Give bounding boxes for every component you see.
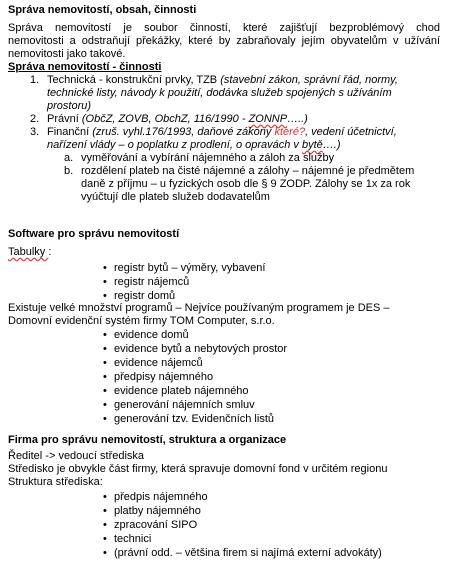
bullet-item: • registr domů (114, 290, 175, 303)
list-item-cont: prostoru) (47, 100, 92, 112)
sublist-item-cont: vyúčtují dle plateb služeb dodavatelům (81, 191, 270, 203)
bullet-item: • zpracování SIPO (114, 519, 197, 532)
bullet-item: • předpisy nájemného (114, 371, 213, 384)
bullet-item: • generování tzv. Evidenčních listů (114, 413, 274, 426)
paragraph-line: Existuje velké množství programů – Nejvíce používaným programem je DES – (8, 302, 390, 314)
paragraph-line: nemovitosti a odstraňují překážky, které by zabraňovaly jejím obyvatelům v užívání (8, 35, 440, 47)
section-heading: Software pro správu nemovitostí (8, 228, 180, 240)
paragraph-line: Struktura střediska: (8, 476, 103, 488)
bullet-item: • generování nájemních smluv (114, 399, 255, 412)
list-item-text: Technická - konstrukční prvky, TZB (47, 74, 221, 86)
section-heading: Firma pro správu nemovitostí, struktura a organizace (8, 434, 287, 446)
sublist-item: rozdělení plateb na čisté nájemné a zálohy – nájemné je předmětem (81, 165, 415, 177)
subheading: Správa nemovitostí - činnosti (8, 61, 162, 73)
sublist-letter: a. (64, 152, 74, 164)
paragraph-line: Domovní evidenční systém firmy TOM Computer, s.r.o. (8, 315, 275, 327)
tables-label-text: Tabulky (8, 246, 49, 258)
list-item (47, 113, 308, 126)
section-heading: Správa nemovitostí, obsah, činnosti (8, 4, 197, 16)
bullet-item: • technici (114, 533, 151, 546)
misspelled-word: ZONNP (248, 113, 288, 125)
tables-label (8, 246, 51, 259)
bullet-item: • (právní odd. – většina firem si najímá externí advokáty) (114, 547, 382, 560)
sublist-letter: b. (64, 165, 74, 177)
list-item-text-italic: ….) (322, 139, 341, 151)
paragraph-line: nemovitosti jako takové. (8, 48, 126, 60)
bullet-item: • registr bytů – výměry, vybavení (114, 262, 265, 275)
list-item-cont: technické listy, návody k použití, dodávka služeb spojených s užíváním (47, 87, 392, 99)
bullet-item: • evidence bytů a nebytových prostor (114, 343, 287, 356)
list-item-cont (47, 139, 341, 152)
bullet-item: • evidence plateb nájemného (114, 385, 249, 398)
list-item-text-italic: (zruš. vyhl.176/1993, daňové zákony (92, 126, 275, 138)
bullet-item: • evidence nájemců (114, 357, 203, 370)
bullet-item: • evidence domů (114, 329, 189, 342)
list-item-text-italic: (stavební zákon, správní řád, normy, (220, 74, 398, 86)
list-item-text-italic: nařízení vlády – o poplatku z prodlení, o opravách v (47, 139, 302, 151)
list-item (47, 74, 398, 87)
list-number: 1. (30, 74, 40, 86)
list-number: 2. (30, 113, 40, 125)
paragraph-line: Ředitel -> vedoucí střediska (8, 450, 145, 462)
comment-red-text: které? (274, 126, 306, 138)
list-item (47, 126, 397, 139)
list-item-text-italic: (ObčZ, ZOVB, ObchZ, 116/1990 - (81, 113, 249, 125)
tables-label-colon: : (48, 246, 52, 258)
list-number: 3. (30, 126, 40, 138)
bullet-item: • registr nájemců (114, 276, 189, 289)
list-item-text: Právní (47, 113, 82, 125)
paragraph-line: Správa nemovitostí je soubor činností, které zajišťují bezproblémový chod (8, 22, 440, 34)
list-item-text-italic: , vedení účetnictví, (305, 126, 397, 138)
misspelled-word: bytě (302, 139, 323, 151)
list-item-text-italic: …..) (287, 113, 308, 125)
sublist-item-cont: daně z příjmu – u fyzických osob dle § 9 ZODP. Zálohy se 1x za rok (81, 178, 411, 190)
paragraph-line: Středisko je obvykle část firmy, která spravuje domovní fond v určitém regionu (8, 463, 388, 475)
bullet-item: • předpis nájemného (114, 491, 208, 504)
bullet-item: • platby nájemného (114, 505, 201, 518)
list-item-text: Finanční (47, 126, 93, 138)
sublist-item: vyměřování a vybírání nájemného a záloh za služby (81, 152, 335, 164)
